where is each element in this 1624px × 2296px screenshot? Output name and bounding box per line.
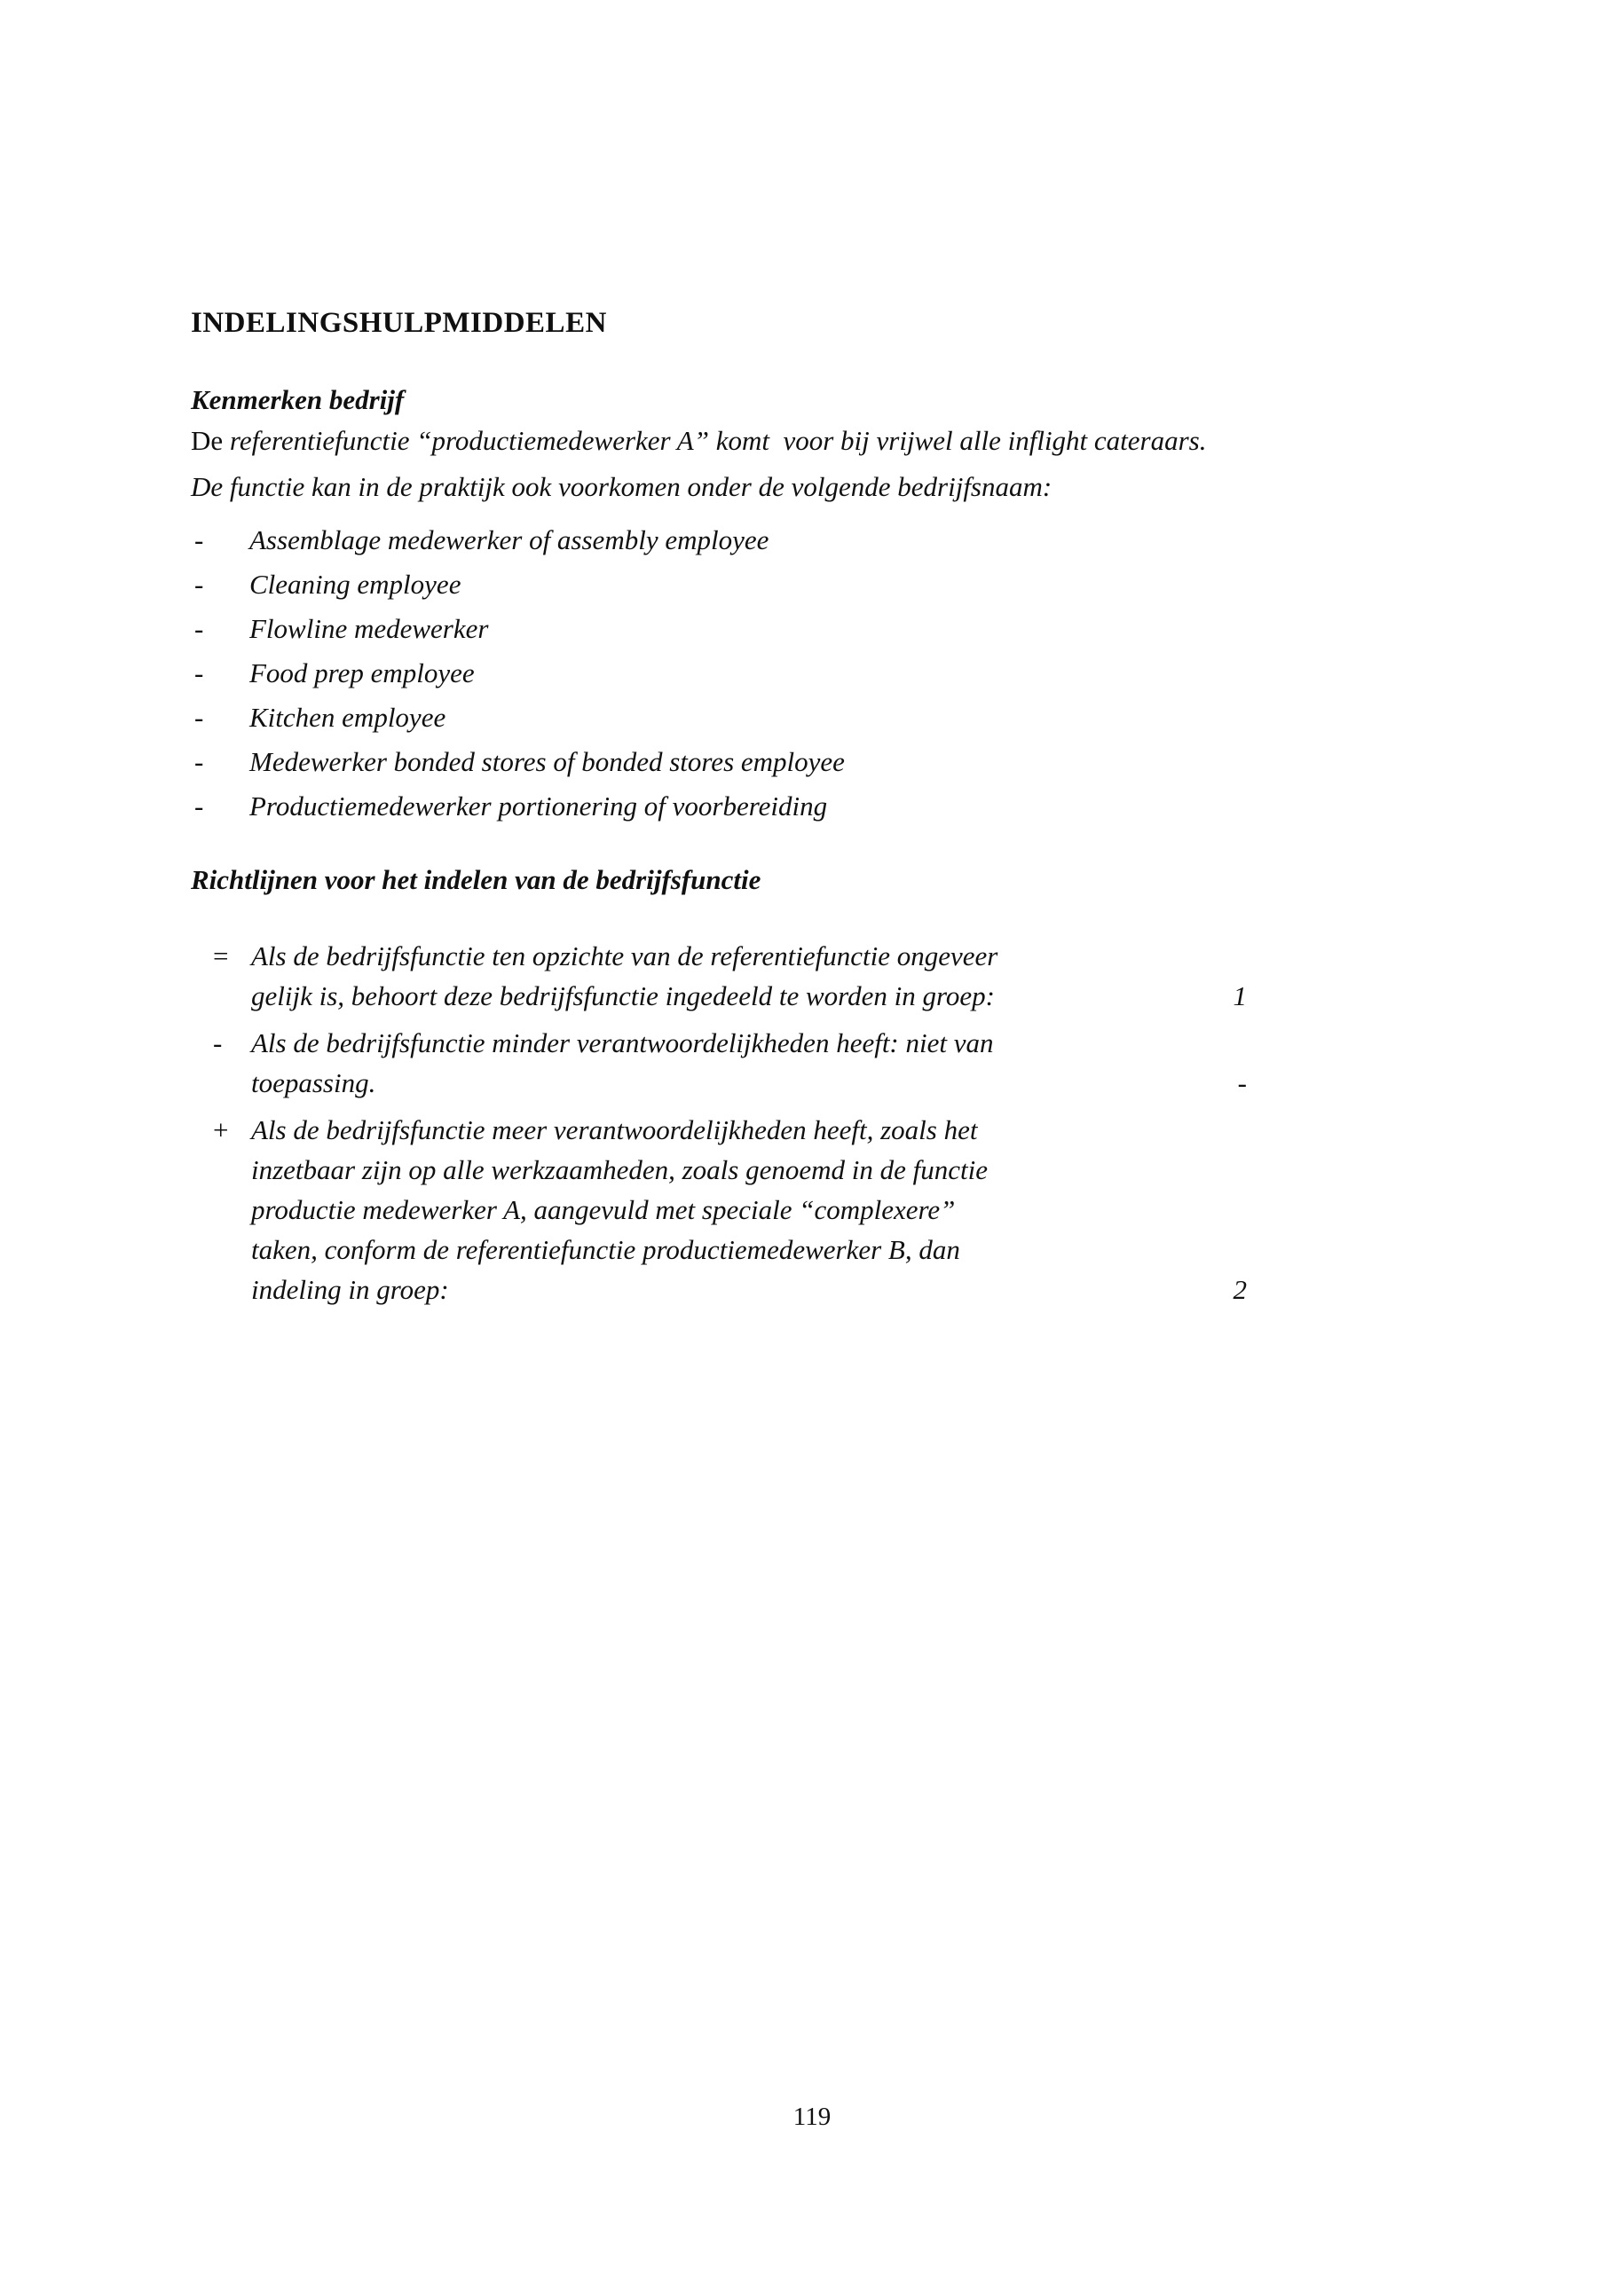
rule-equal (191, 936, 1247, 1016)
rule-text-line: taken, conform de referentiefunctie productiemedewerker B, dan (251, 1234, 960, 1265)
rule-text-line: toepassing. (251, 1067, 376, 1098)
list-item (191, 784, 1309, 829)
list-item-label: Medewerker bonded stores of bonded stores employee (249, 746, 845, 777)
list-item-label: Assemblage medewerker of assembly employee (249, 524, 769, 555)
list-dash-marker: - (194, 569, 204, 600)
list-dash-marker: - (194, 524, 204, 555)
page-title: INDELINGSHULPMIDDELEN (191, 307, 607, 339)
richtlijnen-heading: Richtlijnen voor het indelen van de bedrijfsfunctie (191, 864, 761, 895)
rule-text-line: Als de bedrijfsfunctie ten opzichte van de referentiefunctie ongeveer (251, 940, 998, 971)
rule-equal-group-value: 1 (1233, 980, 1247, 1011)
list-dash-marker: - (194, 790, 204, 822)
rule-text-line: indeling in groep: (251, 1274, 449, 1305)
list-item (191, 518, 1309, 562)
rule-minus (191, 1023, 1247, 1103)
classification-rules (191, 936, 1247, 1309)
rule-text-line: inzetbaar zijn op alle werkzaamheden, zoals genoemd in de functie (251, 1154, 988, 1185)
list-item (191, 696, 1309, 740)
list-item-label: Productiemedewerker portionering of voorbereiding (249, 790, 828, 822)
list-item (191, 607, 1309, 651)
intro-italic-text: referentiefunctie “productiemedewerker A” komt voor bij vrijwel alle inflight cateraars. (229, 425, 1207, 456)
rule-equal-marker: = (213, 940, 229, 971)
rule-text-line: Als de bedrijfsfunctie minder verantwoordelijkheden heeft: niet van (251, 1027, 994, 1058)
page-number: 119 (792, 2103, 832, 2131)
rule-plus-group-value: 2 (1233, 1274, 1247, 1305)
list-dash-marker: - (194, 613, 204, 644)
list-item (191, 562, 1309, 607)
list-item-label: Food prep employee (249, 657, 475, 688)
intro-paragraph-line-1 (191, 418, 1309, 464)
document-content (191, 305, 1309, 1317)
bedrijfsnaam-list (191, 518, 1309, 829)
list-item-label: Flowline medewerker (249, 613, 489, 644)
list-dash-marker: - (194, 657, 204, 688)
list-dash-marker: - (194, 746, 204, 777)
rule-minus-text (251, 1023, 1103, 1103)
rule-plus-text (251, 1110, 1103, 1309)
intro-roman-text: De (191, 425, 230, 456)
rule-minus-marker: - (213, 1027, 223, 1058)
list-item (191, 651, 1309, 696)
rule-equal-text (251, 936, 1103, 1016)
rule-text-line: productie medewerker A, aangevuld met speciale “complexere” (251, 1194, 956, 1225)
list-dash-marker: - (194, 702, 204, 733)
rule-text-line: gelijk is, behoort deze bedrijfsfunctie ingedeeld te worden in groep: (251, 980, 995, 1011)
rule-plus (191, 1110, 1247, 1309)
rule-plus-marker: + (213, 1114, 229, 1145)
kenmerken-heading: Kenmerken bedrijf (191, 384, 405, 415)
list-item-label: Kitchen employee (249, 702, 446, 733)
rule-minus-group-value: - (1237, 1067, 1247, 1098)
rule-text-line: Als de bedrijfsfunctie meer verantwoordelijkheden heeft, zoals het (251, 1114, 978, 1145)
list-item-label: Cleaning employee (249, 569, 461, 600)
intro-paragraph-line-2: De functie kan in de praktijk ook voorkomen onder de volgende bedrijfsnaam: (191, 471, 1052, 502)
list-item (191, 740, 1309, 784)
